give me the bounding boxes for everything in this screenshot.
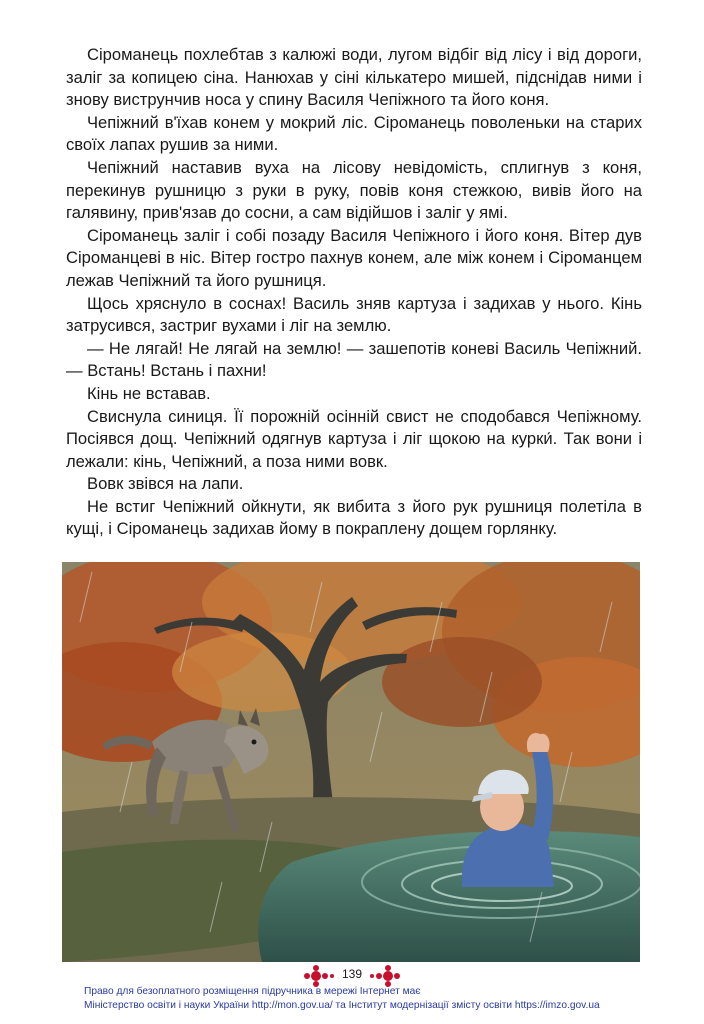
- paragraph: Вовк звівся на лапи.: [87, 474, 244, 494]
- paragraph: Не встиг Чепіжний ойкнути, як вибита з його рук рушниця полетіла в кущі, і Сіроманець задихав йому в покраплену дощем горлянку.: [66, 496, 642, 539]
- footer-line: Право для безоплатного розміщення підручника в мережі Інтернет має: [84, 986, 421, 997]
- paragraph: Сіроманець заліг і собі позаду Василя Чепіжного і його коня. Вітер дув Сіроманцеві в ніс. Вітер гостро пахнув конем, але між конем і Сіроманцем лежав Чепіжний та його рушниця.: [66, 225, 642, 290]
- paragraph: Свиснула синиця. Її порожній осінній свист не сподобався Чепіжному. Посіявся дощ. Чепіжний одягнув картуза і ліг щокою на курки́. Так вони і лежали: кінь, Чепіжний, а поза ними вовк.: [66, 406, 642, 471]
- paragraph: Сіроманець похлебтав з калюжі води, лугом відбіг від лісу і від дороги, заліг за копицею сіна. Нанюхав у сіні кількатеро мишей, підснідав ними і знову виструнчив носа у спину Василя Чепіжного та його коня.: [66, 45, 642, 110]
- story-text: [66, 44, 642, 541]
- paragraph: Чепіжний в'їхав конем у мокрий ліс. Сіроманець поволеньки на старих своїх лапах рушив за ними.: [66, 112, 642, 155]
- paragraph: Щось хряснуло в соснах! Василь зняв картуза і задихав у нього. Кінь затрусився, застриг вухами і ліг на землю.: [66, 293, 642, 336]
- story-illustration: [62, 562, 640, 962]
- paragraph: Чепіжний наставив вуха на лісову невідомість, сплигнув з коня, перекинув рушницю з руки в руку, повів коня стежкою, вивів його на галявину, прив'язав до сосни, а сам відійшов і заліг у ямі.: [66, 157, 642, 223]
- paragraph: Кінь не вставав.: [87, 383, 211, 403]
- paragraph: — Не лягай! Не лягай на землю! — зашепотів коневі Василь Чепіжний. — Встань! Встань і пахни!: [66, 338, 642, 381]
- page-number: 139: [341, 967, 363, 981]
- footer-line[interactable]: Міністерство освіти і науки України http://mon.gov.ua/ та Інститут модернізації змісту освіти https://imzo.gov.ua: [84, 1000, 600, 1011]
- copyright-footer: [84, 985, 644, 1013]
